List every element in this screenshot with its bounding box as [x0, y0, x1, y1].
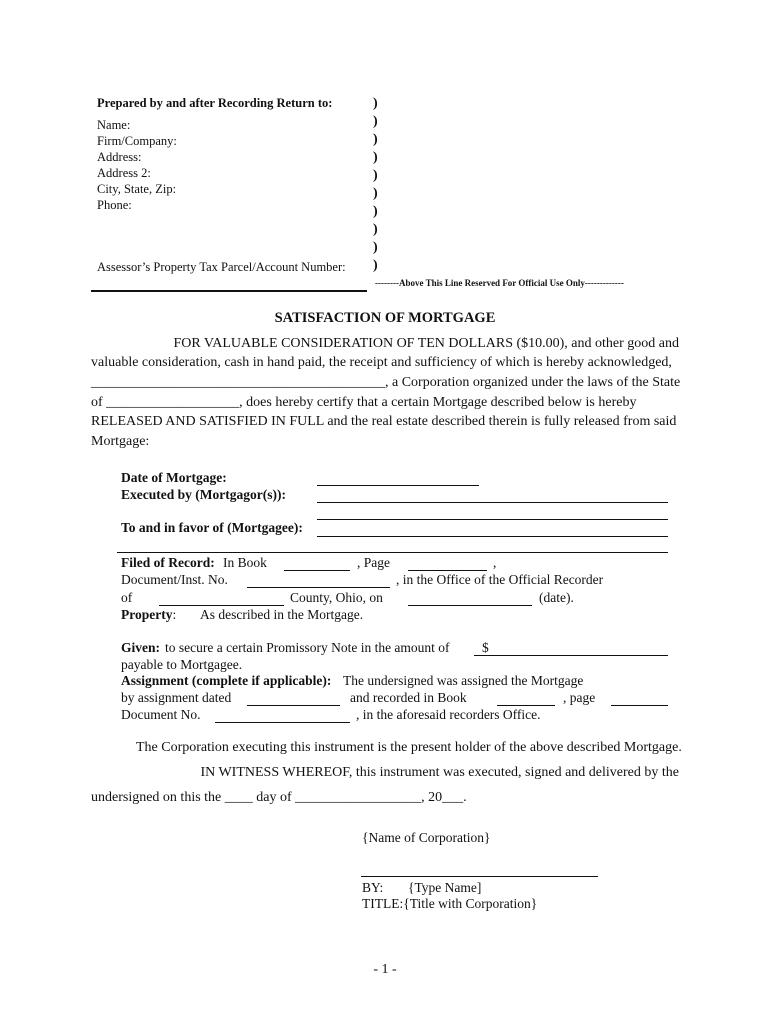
corporation-name: {Name of Corporation} [362, 830, 491, 845]
assignment-date-line[interactable] [247, 705, 340, 706]
assignment-book-line[interactable] [497, 705, 555, 706]
paren: ) [373, 132, 378, 147]
page-label: , Page [357, 555, 390, 570]
book-line[interactable] [284, 570, 350, 571]
prepared-by-heading: Prepared by and after Recording Return to: [97, 96, 333, 110]
witness-line-1: IN WITNESS WHEREOF, this instrument was executed, signed and delivered by the [200, 765, 679, 780]
document-inst-line[interactable] [247, 587, 390, 588]
paren: ) [373, 222, 378, 237]
mortgagee-label: To and in favor of (Mortgagee): [121, 520, 303, 535]
date-of-mortgage-label: Date of Mortgage: [121, 470, 227, 485]
paren: ) [373, 240, 378, 255]
recorded-date-line[interactable] [408, 605, 532, 606]
title-label: TITLE: [362, 896, 404, 911]
payable-text: payable to Mortgagee. [121, 657, 243, 672]
paren: ) [373, 96, 378, 111]
firm-company-label: Firm/Company: [97, 134, 177, 148]
page-number: - 1 - [373, 962, 397, 977]
page-comma: , [493, 555, 497, 570]
official-recorder-text: , in the Office of the Official Recorder [396, 572, 604, 587]
witness-line-2: undersigned on this the ____ day of __________________, 20___. [91, 790, 467, 805]
mortgagee-line-2[interactable] [117, 552, 668, 553]
mortgagee-line[interactable] [317, 536, 668, 537]
parcel-number-line [91, 290, 367, 292]
intro-line-1: FOR VALUABLE CONSIDERATION OF TEN DOLLARS ($10.00), and other good and [173, 336, 679, 351]
by-label: BY: [362, 880, 384, 895]
county-label: County, Ohio, on [290, 590, 383, 605]
recorded-in-book-label: and recorded in Book [350, 690, 467, 705]
note-amount-line[interactable] [474, 655, 668, 656]
address-label: Address: [97, 150, 142, 164]
document-inst-label: Document/Inst. No. [121, 572, 228, 587]
address-2-label: Address 2: [97, 166, 151, 180]
assignment-text: The undersigned was assigned the Mortgage [343, 673, 584, 688]
intro-line-2: valuable consideration, cash in hand paid, the receipt and sufficiency of which is hereby acknowledged, [91, 355, 672, 370]
dollar-sign: $ [482, 640, 489, 655]
executed-by-label: Executed by (Mortgagor(s)): [121, 487, 286, 502]
paren: ) [373, 204, 378, 219]
paren: ) [373, 186, 378, 201]
city-state-zip-label: City, State, Zip: [97, 182, 177, 196]
intro-line-4: of ___________________, does hereby certify that a certain Mortgage described below is hereby [91, 395, 637, 410]
document-title: SATISFACTION OF MORTGAGE [274, 310, 496, 326]
name-label: Name: [97, 118, 131, 132]
property-value: As described in the Mortgage. [200, 607, 364, 622]
official-use-notice: --------Above This Line Reserved For Official Use Only------------- [375, 278, 624, 288]
of-label: of [121, 590, 133, 605]
document-no-line[interactable] [215, 722, 350, 723]
paren: ) [373, 150, 378, 165]
title-value: {Title with Corporation} [403, 896, 538, 911]
date-label: (date). [539, 590, 574, 605]
intro-line-5: RELEASED AND SATISFIED IN FULL and the real estate described therein is fully released from said [91, 414, 677, 429]
present-holder-statement: The Corporation executing this instrument is the present holder of the above described Mortgage. [136, 740, 682, 755]
paren: ) [373, 258, 378, 273]
document-no-label: Document No. [121, 707, 201, 722]
paren: ) [373, 114, 378, 129]
signature-line[interactable] [361, 876, 598, 877]
assignment-page-label: , page [563, 690, 596, 705]
filed-of-record-label: Filed of Record: [121, 555, 215, 570]
assignment-label: Assignment (complete if applicable): [121, 673, 332, 688]
date-of-mortgage-line[interactable] [317, 485, 479, 486]
title-row [362, 896, 537, 912]
intro-line-3: __________________________________________, a Corporation organized under the laws of the State [91, 375, 681, 390]
property-label: Property [121, 607, 173, 622]
assignment-dated-label: by assignment dated [121, 690, 232, 705]
intro-line-6: Mortgage: [91, 434, 150, 449]
mortgagor-line[interactable] [317, 502, 668, 503]
property-row [121, 607, 176, 623]
paren: ) [373, 168, 378, 183]
type-name: {Type Name] [408, 880, 482, 895]
page-line[interactable] [408, 570, 487, 571]
mortgagor-line-2[interactable] [317, 519, 668, 520]
phone-label: Phone: [97, 198, 132, 212]
given-text: to secure a certain Promissory Note in the amount of [165, 640, 450, 655]
aforesaid-office-text: , in the aforesaid recorders Office. [356, 707, 541, 722]
in-book-label: In Book [223, 555, 267, 570]
parcel-number-label: Assessor’s Property Tax Parcel/Account Number: [97, 260, 346, 274]
assignment-page-line[interactable] [611, 705, 668, 706]
property-colon: : [172, 607, 177, 622]
given-label: Given: [121, 640, 160, 655]
county-line[interactable] [159, 605, 284, 606]
